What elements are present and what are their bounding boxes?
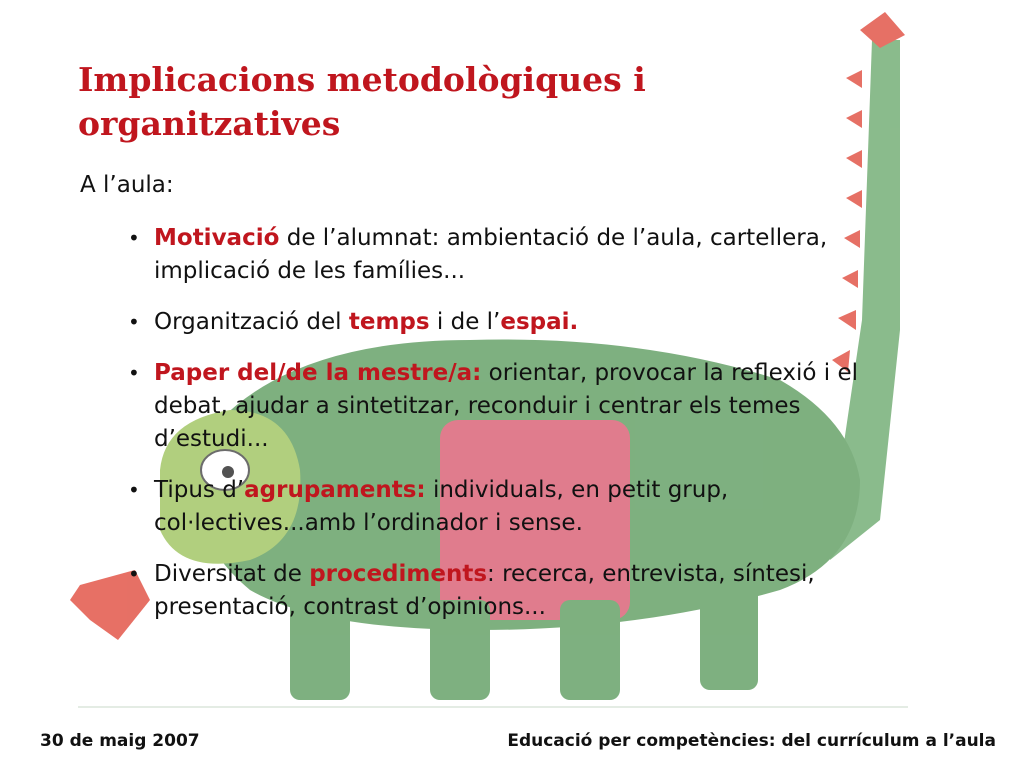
intro-label: A l’aula: <box>80 172 174 198</box>
bullet-item <box>128 222 888 288</box>
bullet-text: individuals, en petit grup, col·lectives...amb l’ordinador i sense. <box>154 477 729 536</box>
bullet-item <box>128 474 888 540</box>
footer-date: 30 de maig 2007 <box>40 731 200 751</box>
bullet-text: : recerca, entrevista, síntesi, presentació, contrast d’opinions... <box>154 561 815 620</box>
bullet-text: orientar, provocar la reflexió i el debat, ajudar a sintetitzar, reconduir i centrar els temes d’estudi... <box>154 360 859 452</box>
bullet-dot: • <box>128 562 140 586</box>
bullet-dot: • <box>128 226 140 250</box>
bullet-item <box>128 558 888 624</box>
bullet-dot: • <box>128 361 140 385</box>
bullet-dot: • <box>128 478 140 502</box>
footer-divider <box>78 706 908 708</box>
bullet-text: Organització del <box>154 309 349 335</box>
bullet-item <box>128 306 888 339</box>
bullet-keyword: procediments <box>309 561 488 587</box>
bullet-keyword: Motivació <box>154 225 280 251</box>
bullet-keyword: Paper del/de la mestre/a: <box>154 360 482 386</box>
slide-title: Implicacions metodològiques i organitzatives <box>78 60 646 143</box>
bullet-text: Diversitat de <box>154 561 310 587</box>
bullet-keyword: temps <box>348 309 430 335</box>
bullet-keyword: agrupaments: <box>244 477 426 503</box>
footer-course-title: Educació per competències: del currículum a l’aula <box>507 731 996 751</box>
bullet-text: de l’alumnat: ambientació de l’aula, cartellera, implicació de les famílies... <box>154 225 828 284</box>
bullet-item <box>128 357 888 456</box>
bullet-text: i de l’ <box>429 309 501 335</box>
bullet-text: Tipus d’ <box>154 477 245 503</box>
bullet-list <box>128 222 888 642</box>
bullet-dot: • <box>128 310 140 334</box>
bullet-keyword: espai. <box>500 309 579 335</box>
